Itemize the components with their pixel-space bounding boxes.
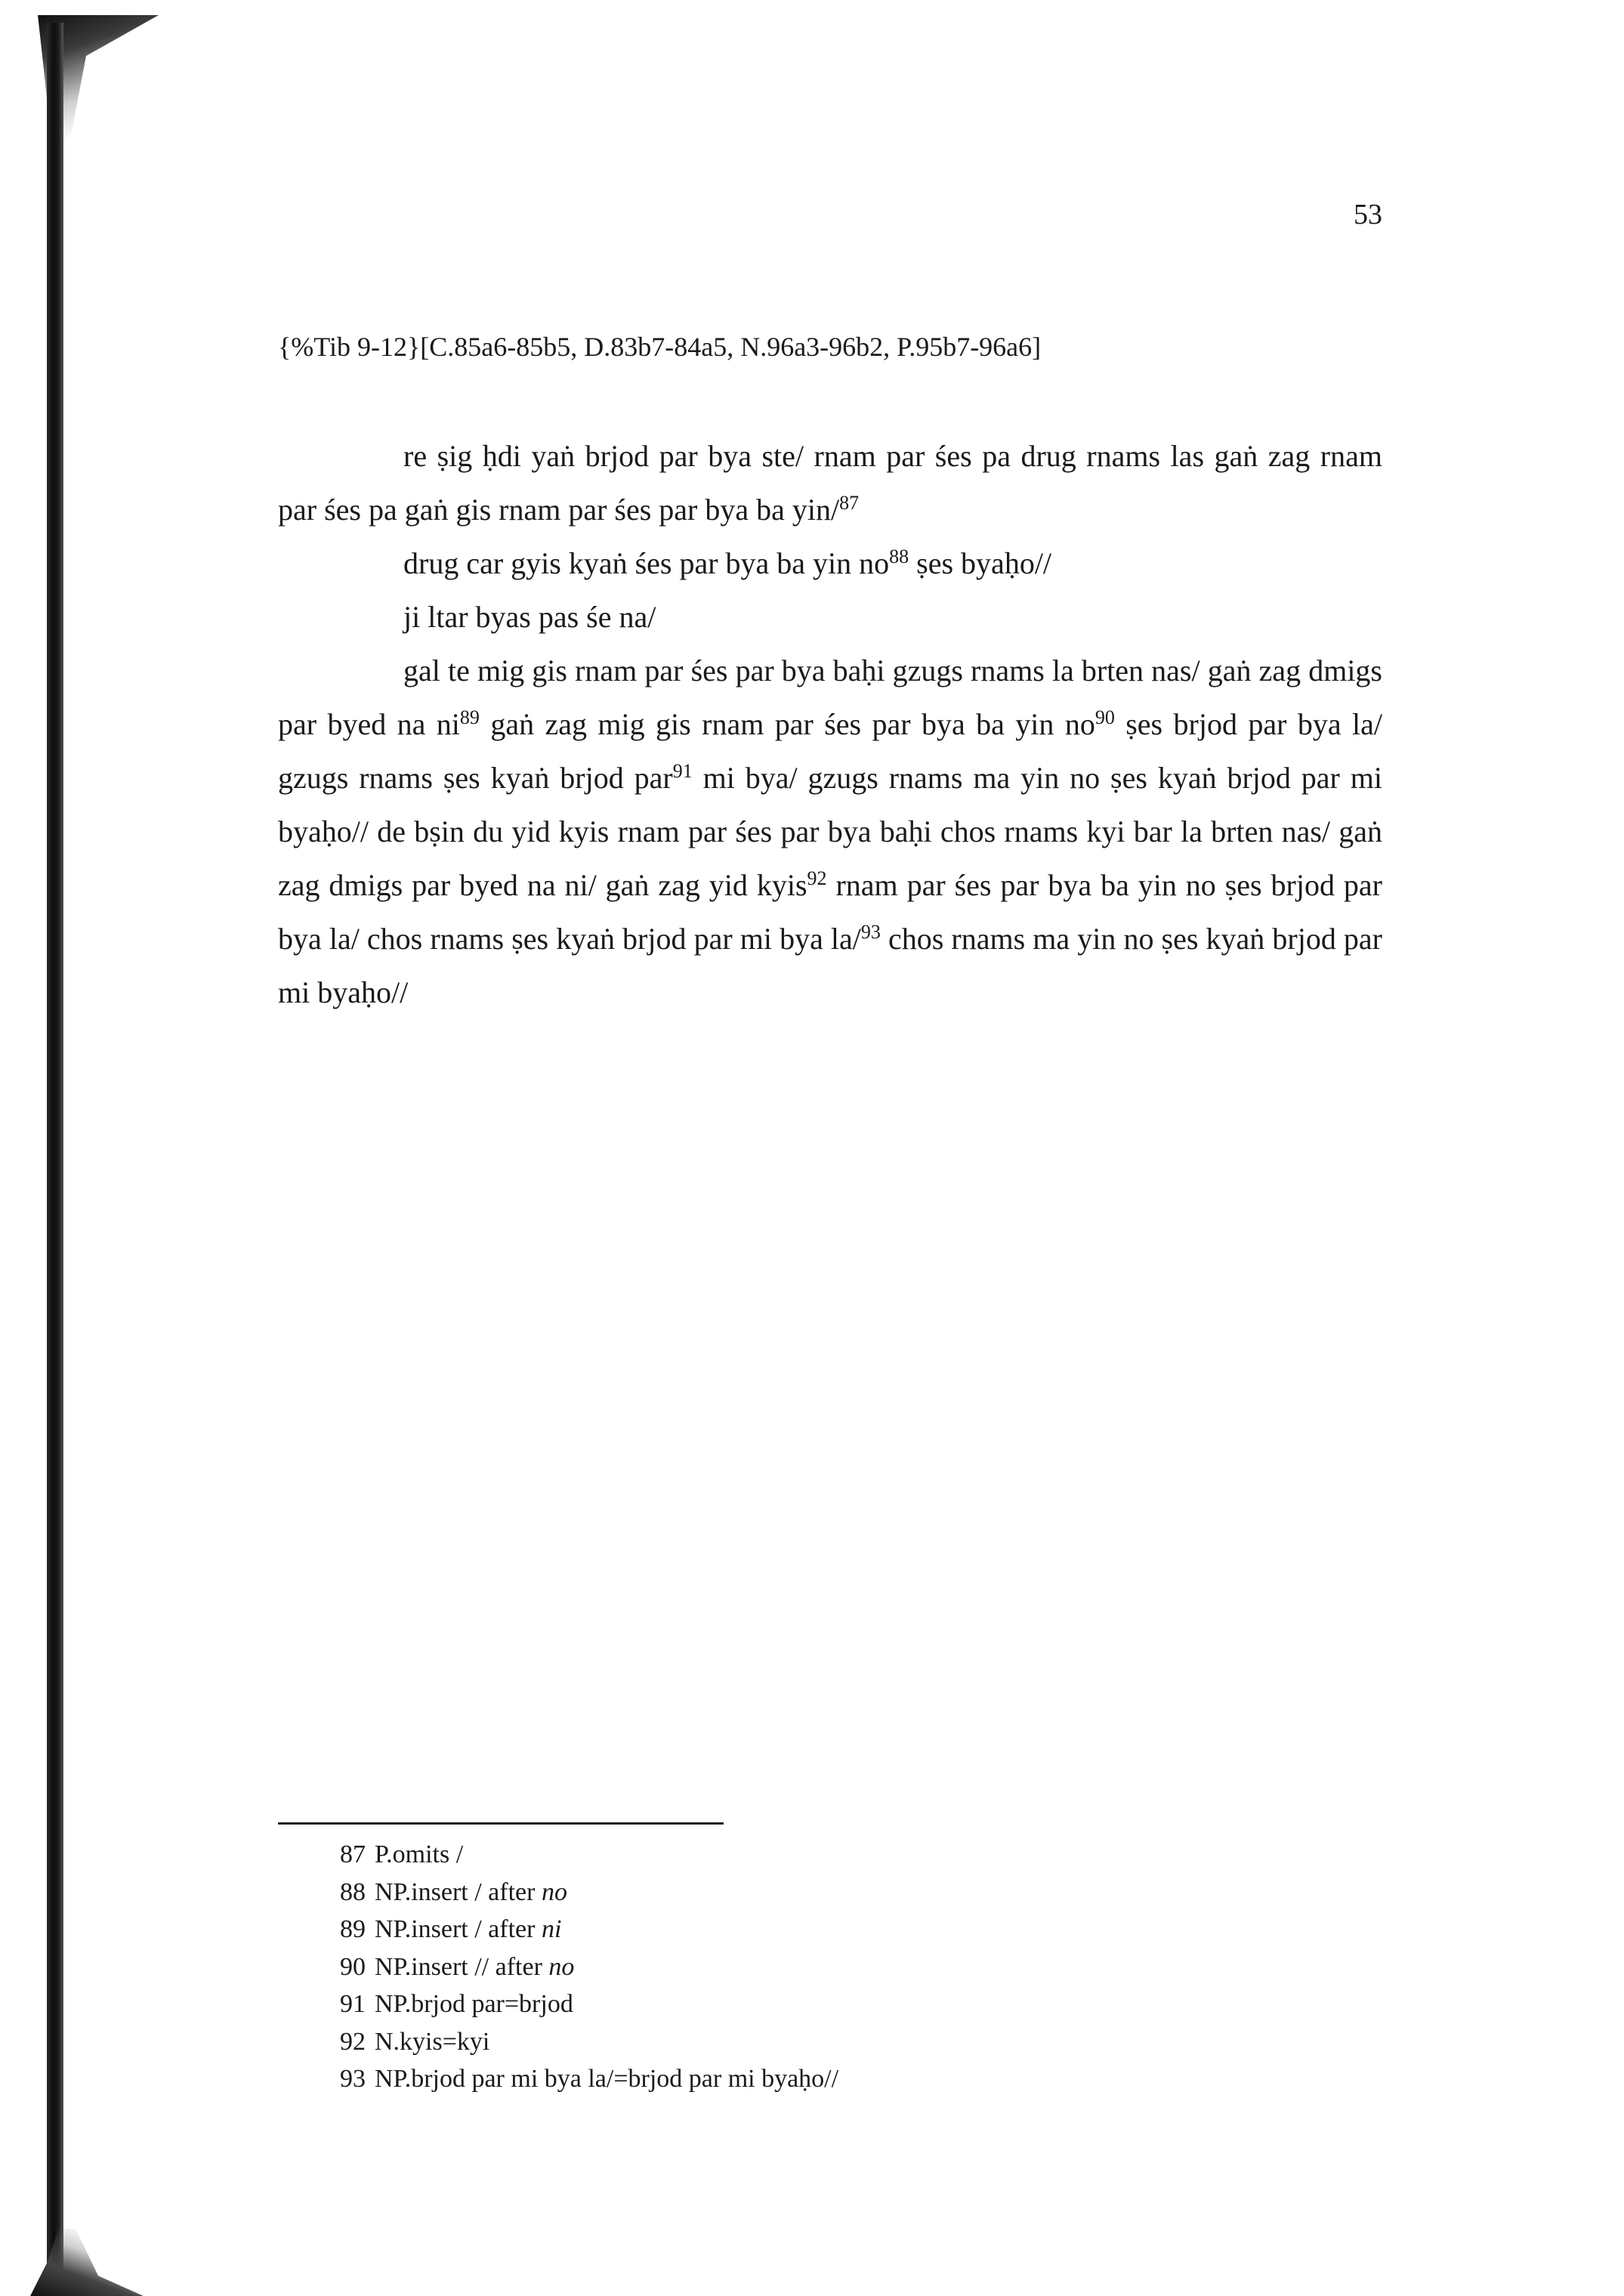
source-header: {%Tib 9-12}[C.85a6-85b5, D.83b7-84a5, N.96a3-96b2, P.95b7-96a6] bbox=[278, 332, 1042, 362]
footnote-ref-90: 90 bbox=[1095, 706, 1115, 728]
paragraph-text-run: ṣes byaḥo// bbox=[909, 546, 1052, 580]
paragraph-p1 bbox=[278, 429, 1382, 536]
footnote-text-run: NP.insert / after bbox=[375, 1877, 542, 1906]
footnote-number: 93 bbox=[340, 2065, 366, 2093]
footnote-ref-91: 91 bbox=[672, 760, 693, 782]
paragraph-text-run: gal te mig gis rnam par śes par bya baḥi gzugs rnams la brten nas/ gaṅ zag dmigs par byed na ni bbox=[278, 654, 1382, 741]
footnote-ref-92: 92 bbox=[807, 867, 827, 889]
footnote-text-run: NP.insert / after bbox=[375, 1915, 542, 1943]
paragraph-p2 bbox=[278, 536, 1382, 590]
footnote-93 bbox=[340, 2060, 1246, 2098]
binding-shadow-bar bbox=[47, 23, 63, 2282]
footnote-ref-93: 93 bbox=[860, 921, 881, 943]
footnote-italic-term: ni bbox=[541, 1915, 562, 1943]
footnote-text-run: NP.insert // after bbox=[375, 1952, 549, 1981]
footnote-divider bbox=[278, 1822, 724, 1825]
footnote-ref-89: 89 bbox=[459, 706, 480, 728]
paragraph-text-run: re ṣig ḥdi yaṅ brjod par bya ste/ rnam par śes pa drug rnams las gaṅ zag rnam par śes pa gaṅ gis rnam par śes par bya ba yin/ bbox=[278, 439, 1382, 527]
body-text bbox=[278, 429, 1382, 1019]
footnote-92 bbox=[340, 2023, 1246, 2061]
footnote-text-run: NP.brjod par mi bya la/=brjod par mi byaḥo// bbox=[375, 2065, 839, 2093]
paragraph-p4 bbox=[278, 644, 1382, 1019]
footnote-ref-88: 88 bbox=[889, 545, 909, 567]
footnote-italic-term: no bbox=[548, 1952, 575, 1981]
paragraph-text-run: rnam par śes par bya ba yin no ṣes brjod par bya la/ chos rnams ṣes kyaṅ brjod par mi bya la/ bbox=[278, 868, 1382, 956]
footnote-number: 89 bbox=[340, 1915, 366, 1943]
footnote-89 bbox=[340, 1911, 1246, 1948]
paragraph-p3 bbox=[278, 590, 1382, 644]
footnotes-list bbox=[340, 1836, 1246, 2098]
footnote-text-run: N.kyis=kyi bbox=[375, 2027, 490, 2056]
footnote-91 bbox=[340, 1985, 1246, 2023]
footnote-text-run: NP.brjod par=brjod bbox=[375, 1990, 573, 2018]
paragraph-text-run: mi bya/ gzugs rnams ma yin no ṣes kyaṅ brjod par mi byaḥo// de bṣin du yid kyis rnam par śes par bya baḥi chos rnams kyi bar la brten nas/ gaṅ zag dmigs par byed na ni/ gaṅ zag yid kyis bbox=[278, 761, 1382, 902]
paragraph-text-run: ṣes brjod par bya la/ gzugs rnams ṣes kyaṅ brjod par bbox=[278, 707, 1382, 795]
paragraph-text-run: drug car gyis kyaṅ śes par bya ba yin no bbox=[403, 546, 890, 580]
footnote-number: 88 bbox=[340, 1877, 366, 1906]
footnote-ref-87: 87 bbox=[839, 492, 860, 514]
footnote-90 bbox=[340, 1948, 1246, 1986]
footnote-number: 87 bbox=[340, 1840, 366, 1868]
footnote-number: 91 bbox=[340, 1990, 366, 2018]
paragraph-text-run: gaṅ zag mig gis rnam par śes par bya ba yin no bbox=[479, 707, 1095, 741]
binding-shadow bbox=[0, 0, 83, 2296]
paragraph-text-run: ji ltar byas pas śe na/ bbox=[403, 600, 656, 634]
footnote-87 bbox=[340, 1836, 1246, 1874]
footnote-text-run: P.omits / bbox=[375, 1840, 464, 1868]
footnote-number: 90 bbox=[340, 1952, 366, 1981]
footnote-italic-term: no bbox=[541, 1877, 567, 1906]
paragraph-text-run: chos rnams ma yin no ṣes kyaṅ brjod par mi byaḥo// bbox=[278, 922, 1382, 1009]
footnote-88 bbox=[340, 1874, 1246, 1911]
page-number: 53 bbox=[1354, 199, 1382, 230]
footnote-number: 92 bbox=[340, 2027, 366, 2056]
